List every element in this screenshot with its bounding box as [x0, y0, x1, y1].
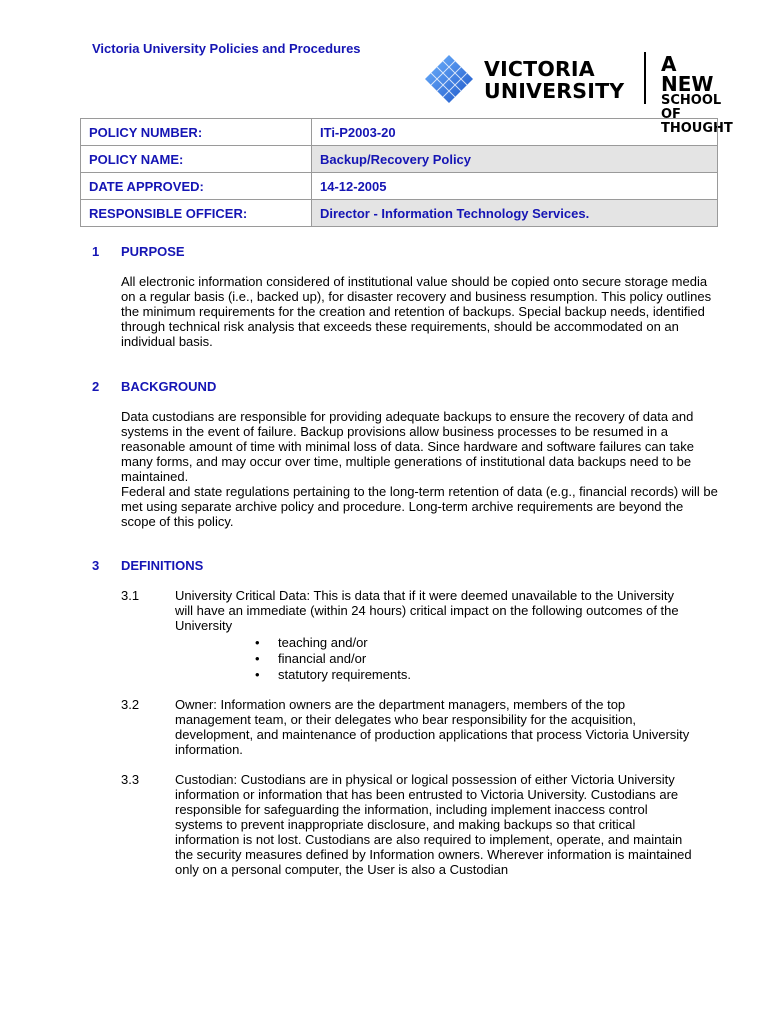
list-item: • financial and/or [175, 651, 695, 667]
definition-number-3-3: 3.3 [121, 772, 140, 787]
date-approved-value: 14-12-2005 [312, 173, 718, 200]
section-number: 2 [92, 379, 100, 394]
section-number: 1 [92, 244, 100, 259]
policy-number-label: POLICY NUMBER: [81, 119, 312, 146]
list-item: • statutory requirements. [175, 667, 695, 683]
section-title: PURPOSE [121, 244, 185, 259]
critical-outcomes-list [175, 635, 695, 683]
responsible-officer-value: Director - Information Technology Services. [312, 200, 718, 227]
section-purpose-heading [92, 244, 185, 259]
definition-3-3: Custodian: Custodians are in physical or logical possession of either Victoria University information or information that has been entrusted to Victoria University. Custodians are responsible for safeguarding the information, including implement inaccess control systems to prevent inappropriate disclosure, and making backups so that critical information is not lost. Custodians are also required to implement, operate, and maintain the security measures defined by Information owners. Wherever information is maintained only on a personal computer, the User is also a Custodian [175, 772, 692, 877]
section-number: 3 [92, 558, 100, 573]
section-background-heading [92, 379, 216, 394]
policy-name-value: Backup/Recovery Policy [312, 146, 718, 173]
logo-wordmark [484, 58, 624, 102]
definition-number-3-1: 3.1 [121, 588, 140, 603]
tagline-line-2: SCHOOL OF [661, 93, 722, 122]
logo-line-victoria: VICTORIA [484, 57, 595, 81]
section-title: BACKGROUND [121, 379, 217, 394]
policy-number-value: ITi-P2003-20 [312, 119, 718, 146]
background-paragraph-part-2: Federal and state regulations pertaining to the long-term retention of data (e.g., financial records) will be met using separate archive policy and procedure. Long-term archive requirements are beyond the scope of this policy. [121, 484, 718, 529]
definition-text: University Critical Data: This is data that if it were deemed unavailable to the University will have an immediate (within 24 hours) critical impact on the following outcomes of the University [175, 588, 679, 633]
diamond-logo-icon [424, 54, 474, 104]
tagline-line-3: THOUGHT [661, 121, 733, 136]
policy-name-label: POLICY NAME: [81, 146, 312, 173]
policy-info-table [80, 118, 718, 227]
section-definitions-heading [92, 558, 203, 573]
tagline-line-1: A NEW [661, 52, 714, 96]
document-header-title: Victoria University Policies and Procedures [92, 41, 361, 56]
section-title: DEFINITIONS [121, 558, 204, 573]
definition-3-2: Owner: Information owners are the department managers, members of the top management team, or their delegates who bear responsibility for the acquisition, development, and maintenance of production applications that process Victoria University information. [175, 697, 690, 757]
purpose-paragraph: All electronic information considered of institutional value should be copied onto secure storage media on a regular basis (i.e., backed up), for disaster recovery and business resumption. This policy outlines the minimum requirements for the creation and retention of backups. Special backup needs, identified through technical risk analysis that exceeds these requirements, should be accommodated on an individual basis. [121, 274, 712, 349]
logo-divider [644, 52, 646, 104]
university-logo [424, 52, 734, 136]
background-paragraph [121, 409, 721, 529]
responsible-officer-label: RESPONSIBLE OFFICER: [81, 200, 312, 227]
background-paragraph-part-1: Data custodians are responsible for providing adequate backups to ensure the recovery of data and systems in the event of failure. Backup provisions allow business processes to be resumed in a reasonable amount of time with minimal loss of data. Since hardware and software failures can take many forms, and may occur over time, multiple generations of institutional data backups need to be maintained. [121, 409, 695, 484]
definition-3-1 [175, 588, 695, 683]
logo-line-university: UNIVERSITY [484, 79, 625, 103]
policy-row-number [81, 119, 718, 146]
definition-number-3-2: 3.2 [121, 697, 140, 712]
policy-row-date [81, 173, 718, 200]
policy-row-name [81, 146, 718, 173]
policy-row-officer [81, 200, 718, 227]
list-item: • teaching and/or [175, 635, 695, 651]
date-approved-label: DATE APPROVED: [81, 173, 312, 200]
